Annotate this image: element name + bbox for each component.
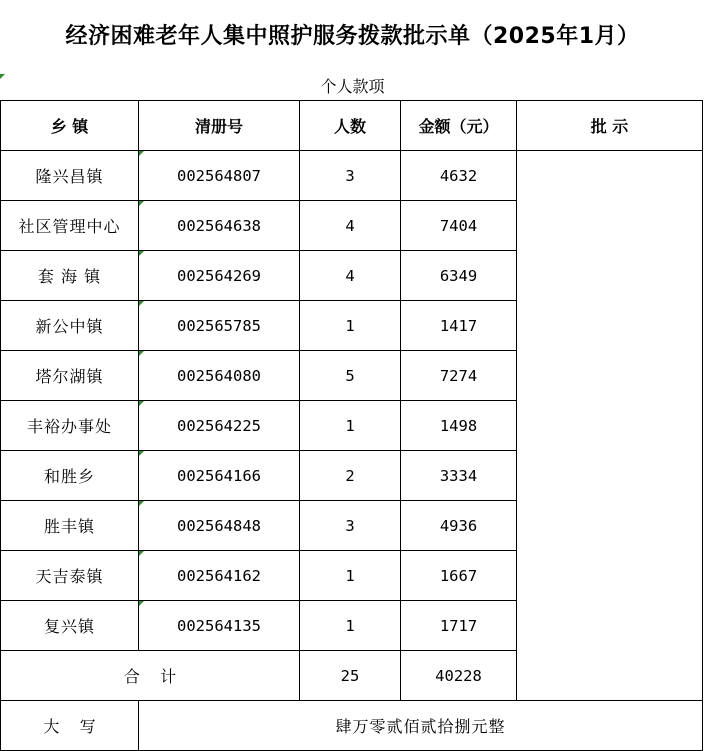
cell-comment-marker	[139, 501, 144, 506]
header-count: 人数	[300, 101, 401, 151]
town-cell: 胜丰镇	[1, 501, 139, 551]
table-row	[1, 151, 703, 201]
register-no-cell	[139, 451, 300, 501]
count-cell: 1	[300, 301, 401, 351]
town-cell: 社区管理中心	[1, 201, 139, 251]
register-no-cell	[139, 301, 300, 351]
cell-comment-marker	[139, 301, 144, 306]
town-cell: 丰裕办事处	[1, 401, 139, 451]
count-cell: 2	[300, 451, 401, 501]
cell-comment-marker	[139, 151, 144, 156]
register-no-value: 002564166	[177, 466, 261, 485]
amount-cell: 7274	[401, 351, 517, 401]
register-no-cell	[139, 151, 300, 201]
register-no-value: 002564135	[177, 616, 261, 635]
page-title: 经济困难老年人集中照护服务拨款批示单（2025年1月）	[65, 24, 640, 49]
count-cell: 3	[300, 501, 401, 551]
total-label: 合 计	[1, 651, 300, 701]
total-amount: 40228	[401, 651, 517, 701]
amount-cell: 3334	[401, 451, 517, 501]
register-no-value: 002564225	[177, 416, 261, 435]
town-cell: 新公中镇	[1, 301, 139, 351]
daxie-value: 肆万零贰佰贰拾捌元整	[139, 701, 703, 751]
cell-comment-marker	[139, 401, 144, 406]
register-no-value: 002564807	[177, 166, 261, 185]
town-cell: 隆兴昌镇	[1, 151, 139, 201]
town-cell: 塔尔湖镇	[1, 351, 139, 401]
cell-comment-marker	[139, 601, 144, 606]
header-town: 乡 镇	[1, 101, 139, 151]
header-register-no: 清册号	[139, 101, 300, 151]
count-cell: 3	[300, 151, 401, 201]
town-cell: 复兴镇	[1, 601, 139, 651]
register-no-cell	[139, 251, 300, 301]
amount-cell: 1417	[401, 301, 517, 351]
daxie-row	[1, 701, 703, 751]
total-count: 25	[300, 651, 401, 701]
header-amount: 金额（元）	[401, 101, 517, 151]
register-no-value: 002564848	[177, 516, 261, 535]
amount-cell: 6349	[401, 251, 517, 301]
register-no-cell	[139, 351, 300, 401]
register-no-value: 002564162	[177, 566, 261, 585]
count-cell: 4	[300, 251, 401, 301]
count-cell: 4	[300, 201, 401, 251]
amount-cell: 1667	[401, 551, 517, 601]
cell-comment-marker	[139, 201, 144, 206]
amount-cell: 7404	[401, 201, 517, 251]
cell-comment-marker	[139, 351, 144, 356]
amount-cell: 4936	[401, 501, 517, 551]
header-approval: 批 示	[517, 101, 703, 151]
register-no-value: 002564269	[177, 266, 261, 285]
count-cell: 1	[300, 551, 401, 601]
cell-comment-marker	[139, 451, 144, 456]
approval-cell	[517, 151, 703, 701]
town-cell: 和胜乡	[1, 451, 139, 501]
section-label: 个人款项	[320, 77, 385, 96]
amount-cell: 1717	[401, 601, 517, 651]
register-no-cell	[139, 601, 300, 651]
register-no-cell	[139, 201, 300, 251]
register-no-cell	[139, 551, 300, 601]
register-no-cell	[139, 401, 300, 451]
amount-cell: 1498	[401, 401, 517, 451]
register-no-value: 002565785	[177, 316, 261, 335]
town-cell: 天吉泰镇	[1, 551, 139, 601]
register-no-value: 002564080	[177, 366, 261, 385]
register-no-cell	[139, 501, 300, 551]
approval-table	[0, 100, 703, 751]
count-cell: 1	[300, 601, 401, 651]
cell-comment-marker	[139, 251, 144, 256]
count-cell: 1	[300, 401, 401, 451]
count-cell: 5	[300, 351, 401, 401]
register-no-value: 002564638	[177, 216, 261, 235]
header-row	[1, 101, 703, 151]
cell-comment-marker	[139, 551, 144, 556]
amount-cell: 4632	[401, 151, 517, 201]
daxie-label: 大 写	[1, 701, 139, 751]
town-cell: 套 海 镇	[1, 251, 139, 301]
